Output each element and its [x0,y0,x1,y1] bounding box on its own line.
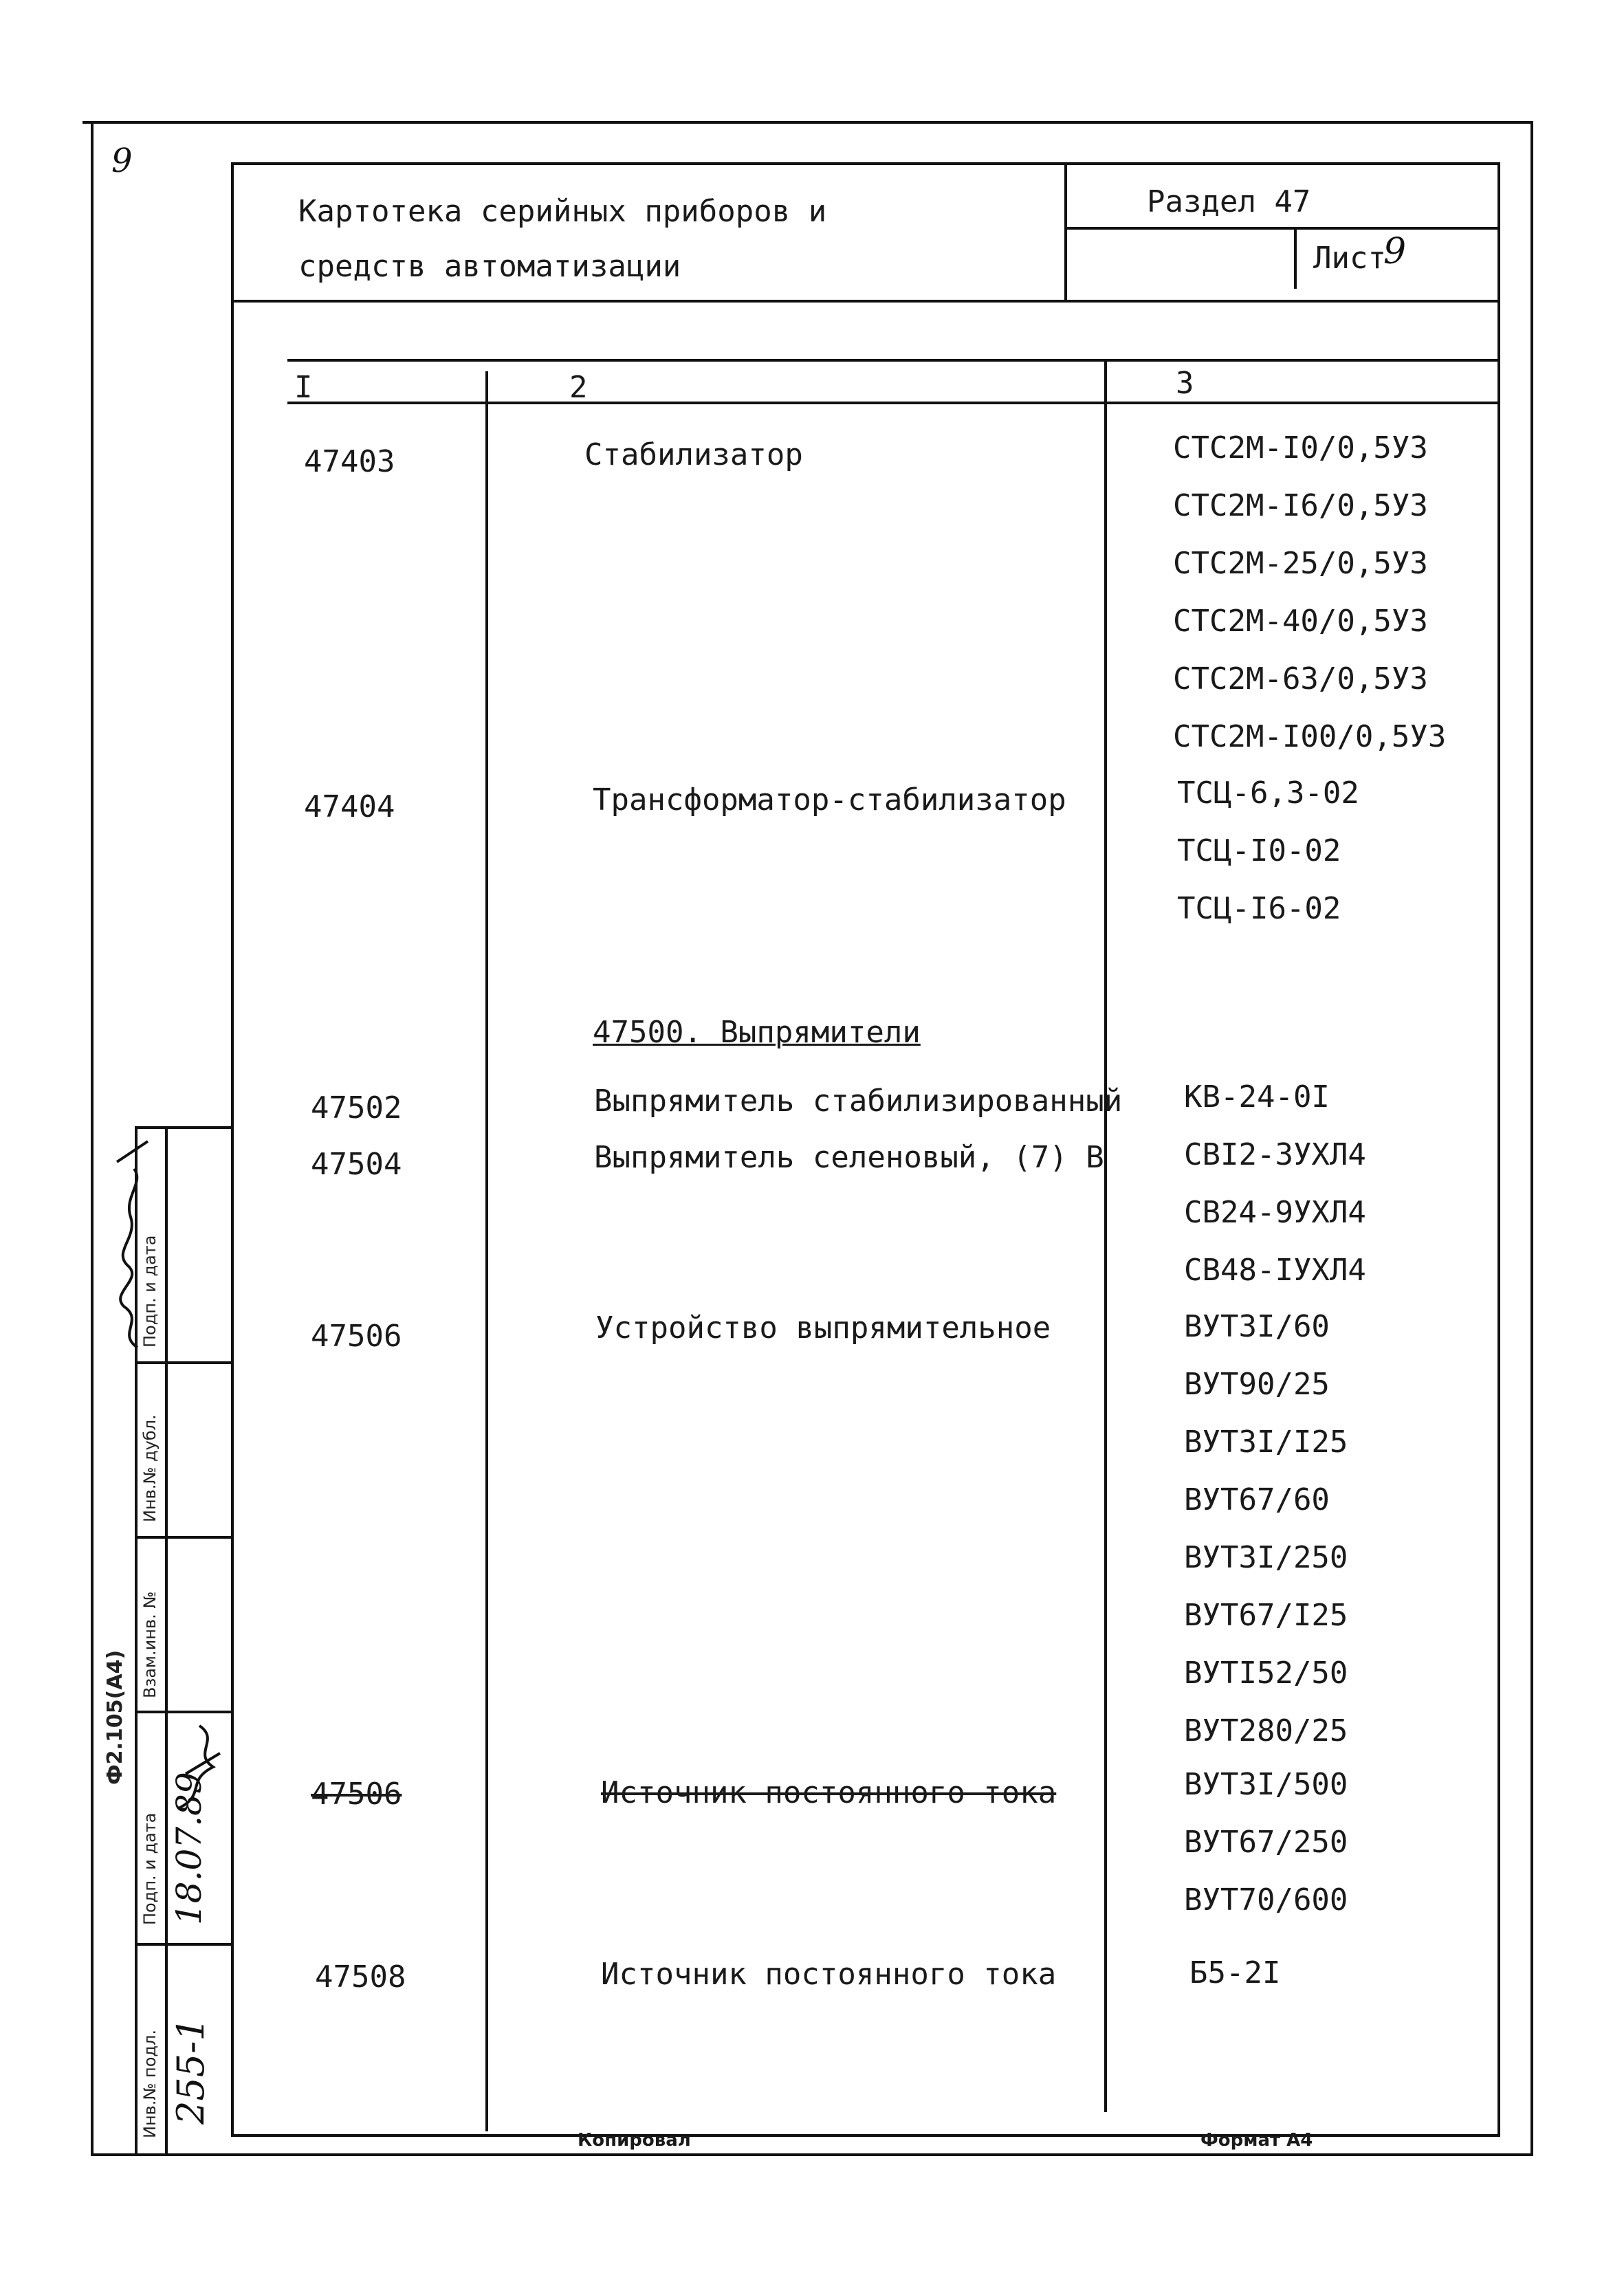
stamp-vzam-label: Взам.инв. № [140,1591,160,1698]
stamp-podp-data-label: Подп. и дата [140,1812,160,1925]
col-divider-2 [1104,359,1107,2112]
model: КВ-24-0I [1184,1079,1330,1114]
table-header-line [287,402,1500,404]
section-label: Раздел 47 [1147,184,1311,219]
row-code: 47504 [311,1147,402,1182]
model: СВ24-9УХЛ4 [1184,1195,1366,1230]
outer-frame-right [1530,121,1533,2156]
struck-row-code: 47506 [311,1777,402,1812]
model: ВУТ67/250 [1184,1825,1348,1860]
footer-copied: Копировал [578,2130,691,2151]
model: ВУТ67/60 [1184,1482,1330,1517]
header-title-line2: средств автоматизации [298,249,681,284]
row-name: Стабилизатор [584,437,803,472]
row-name: Источник постоянного тока [601,1957,1057,1992]
model: ВУТ280/25 [1184,1713,1348,1748]
model: ТСЦ-6,3-02 [1177,776,1359,811]
row-code: 47403 [304,444,395,479]
header-divider [1064,162,1067,300]
model: СТС2М-63/0,5УЗ [1173,661,1428,696]
table-top-line [287,359,1500,362]
model: СТС2М-I6/0,5УЗ [1173,488,1428,523]
model: СТС2М-I00/0,5УЗ [1173,719,1447,754]
model: ВУТ90/25 [1184,1367,1330,1402]
footer-format: Формат А4 [1200,2130,1313,2151]
model: ВУТ3I/500 [1184,1767,1348,1802]
stamp-inv-podl-value: 255-1 [169,2017,212,2124]
stamp-podp-data-value: 18.07.89 [169,1772,209,1925]
outer-frame-bottom [91,2153,1533,2156]
sheet-label: Лист [1313,241,1386,276]
model: ВУТ70/600 [1184,1882,1348,1918]
model: СВ48-IУХЛ4 [1184,1253,1366,1288]
outer-frame-left [91,121,94,2156]
model: ТСЦ-I6-02 [1177,891,1341,926]
model: ВУТ3I/I25 [1184,1425,1348,1460]
header-bottom-line [231,300,1500,303]
row-name: Трансформатор-стабилизатор [593,782,1066,817]
model: СТС2М-25/0,5УЗ [1173,546,1428,581]
model: ВУТI52/50 [1184,1656,1348,1691]
model: ВУТ3I/60 [1184,1309,1330,1344]
struck-row-name: Источник постоянного тока [601,1775,1057,1810]
row-code: 47502 [311,1090,402,1125]
inner-frame-left [231,162,234,2137]
col-header-1: I [294,370,313,405]
model: СВI2-3УХЛ4 [1184,1137,1366,1172]
col-divider-1 [485,371,488,2131]
stamp-form-code: Ф2.105(А4) [103,1649,127,1785]
stamp-line-1 [135,1361,231,1364]
model: Б5-2I [1189,1955,1281,1990]
col-header-2: 2 [569,370,588,405]
model: СТС2М-I0/0,5УЗ [1173,430,1428,465]
inner-frame-top [231,162,1500,165]
outer-frame-top [83,121,1533,124]
row-code: 47506 [311,1319,402,1354]
stamp-line-2 [135,1536,231,1539]
row-name: Выпрямитель селеновый, (7) В [594,1140,1104,1175]
signature-top [96,1128,165,1354]
col-header-3: 3 [1176,366,1194,401]
row-name: Устройство выпрямительное [595,1310,1051,1346]
model: ВУТ67/I25 [1184,1598,1348,1633]
row-code: 47404 [304,789,395,824]
header-right-mid-line [1064,227,1500,230]
sheet-divider [1294,227,1297,289]
header-title-line1: Картотека серийных приборов и [298,194,827,229]
inner-frame-right [1497,162,1500,2137]
row-name: Выпрямитель стабилизированный [594,1084,1123,1119]
model: СТС2М-40/0,5УЗ [1173,604,1428,639]
stamp-inv-dubl-label: Инв.№ дубл. [140,1414,160,1522]
model: ТСЦ-I0-02 [1177,833,1341,868]
stamp-podp-data2-label: Подп. и дата [140,1235,160,1348]
row-code: 47508 [315,1959,406,1995]
stamp-mid-line [165,1126,168,2153]
stamp-inv-podl-label: Инв.№ подл. [140,2030,160,2138]
model: ВУТ3I/250 [1184,1540,1348,1575]
page-number-handwritten: 9 [111,142,133,180]
sheet-number: 9 [1383,231,1407,272]
stamp-line-4 [135,1943,231,1946]
signature-bottom [165,1712,231,1815]
section-heading: 47500. Выпрямители [593,1015,921,1050]
